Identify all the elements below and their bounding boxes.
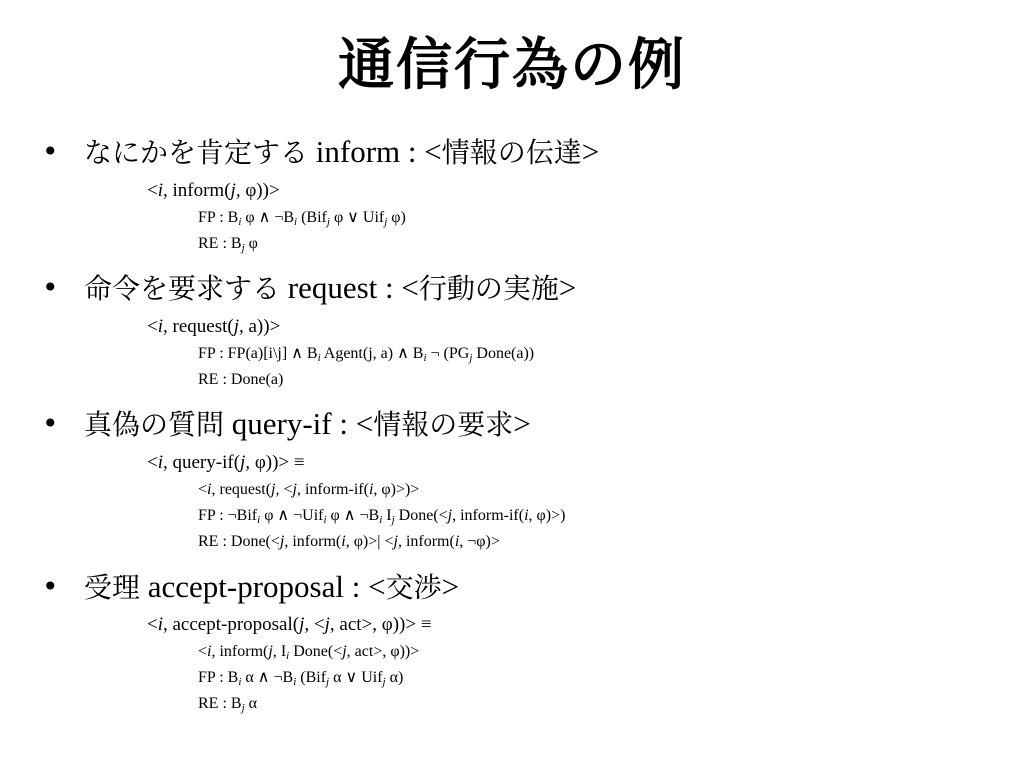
heading-close: > bbox=[581, 134, 600, 169]
heading-separator: : < bbox=[344, 569, 386, 604]
formula-line: <i, request(j, a))> bbox=[147, 316, 281, 337]
heading-act-name: inform bbox=[315, 134, 401, 169]
section-heading-text bbox=[84, 567, 459, 608]
section-heading-text bbox=[84, 132, 599, 173]
formula-line: <i, query-if(j, φ))> ≡ bbox=[147, 452, 305, 473]
section-heading-text bbox=[84, 404, 531, 445]
heading-close: > bbox=[558, 270, 577, 305]
formula-line: FP : $B_i$ α ∧ $\neg B_i$ (Bif$_j$ α ∨ Uif$_j$ α) bbox=[198, 669, 404, 688]
formula-line: RE : Done(<j, inform(i, φ)>| <j, inform(i, ¬φ)> bbox=[198, 533, 500, 550]
heading-separator: : < bbox=[377, 270, 419, 305]
section-heading-text bbox=[84, 268, 576, 309]
heading-jp-meaning: 情報の伝達 bbox=[441, 136, 582, 169]
formula-line: RE : Done(a) bbox=[198, 371, 284, 388]
formula-line: FP : $B_i$ φ ∧ $\neg B_i$ (Bif$_j$ φ ∨ Uif$_j$ φ) bbox=[198, 209, 406, 228]
formula-line: RE : $B_j$ α bbox=[198, 695, 258, 714]
formula-line: FP : ¬Bif$_i$ φ ∧ ¬Uif$_i$ φ ∧ $\neg B_i$ $I_j$ Done(<j, inform-if(i, φ)>) bbox=[198, 507, 566, 526]
heading-jp-label: 真偽の質問 bbox=[84, 408, 225, 441]
heading-jp-label: 命令を要求する bbox=[84, 272, 281, 305]
heading-jp-meaning: 情報の要求 bbox=[373, 408, 514, 441]
bullet-dot: • bbox=[42, 570, 59, 603]
heading-act-name: query-if bbox=[231, 406, 332, 441]
slide-title: 通信行為の例 bbox=[338, 33, 686, 98]
heading-separator: : < bbox=[400, 134, 442, 169]
formula-line: RE : $B_j$ φ bbox=[198, 235, 258, 254]
bullet-dot: • bbox=[42, 135, 59, 168]
heading-jp-meaning: 交渉 bbox=[385, 571, 442, 604]
formula-line: <i, inform(j, φ))> bbox=[147, 180, 280, 201]
heading-act-name: request bbox=[287, 270, 378, 305]
heading-jp-meaning: 行動の実施 bbox=[418, 272, 559, 305]
heading-act-name: accept-proposal bbox=[147, 569, 344, 604]
heading-close: > bbox=[441, 569, 460, 604]
formula-line: <i, accept-proposal(j, <j, act>, φ))> ≡ bbox=[147, 614, 432, 635]
bullet-dot: • bbox=[42, 407, 59, 440]
formula-line: <i, inform(j, $I_i$ Done(<j, act>, φ))> bbox=[198, 643, 420, 662]
heading-jp-label: なにかを肯定する bbox=[84, 136, 309, 169]
formula-line: <i, request(j, <j, inform-if(i, φ)>)> bbox=[198, 481, 420, 498]
bullet-dot: • bbox=[42, 271, 59, 304]
formula-line: FP : FP(a)[i\j] ∧ $B_i$ Agent(j, a) ∧ $B_i$ ¬ ($PG_j$ Done(a)) bbox=[198, 345, 535, 364]
heading-jp-label: 受理 bbox=[84, 571, 141, 604]
heading-close: > bbox=[513, 406, 531, 441]
heading-separator: : < bbox=[331, 406, 374, 441]
